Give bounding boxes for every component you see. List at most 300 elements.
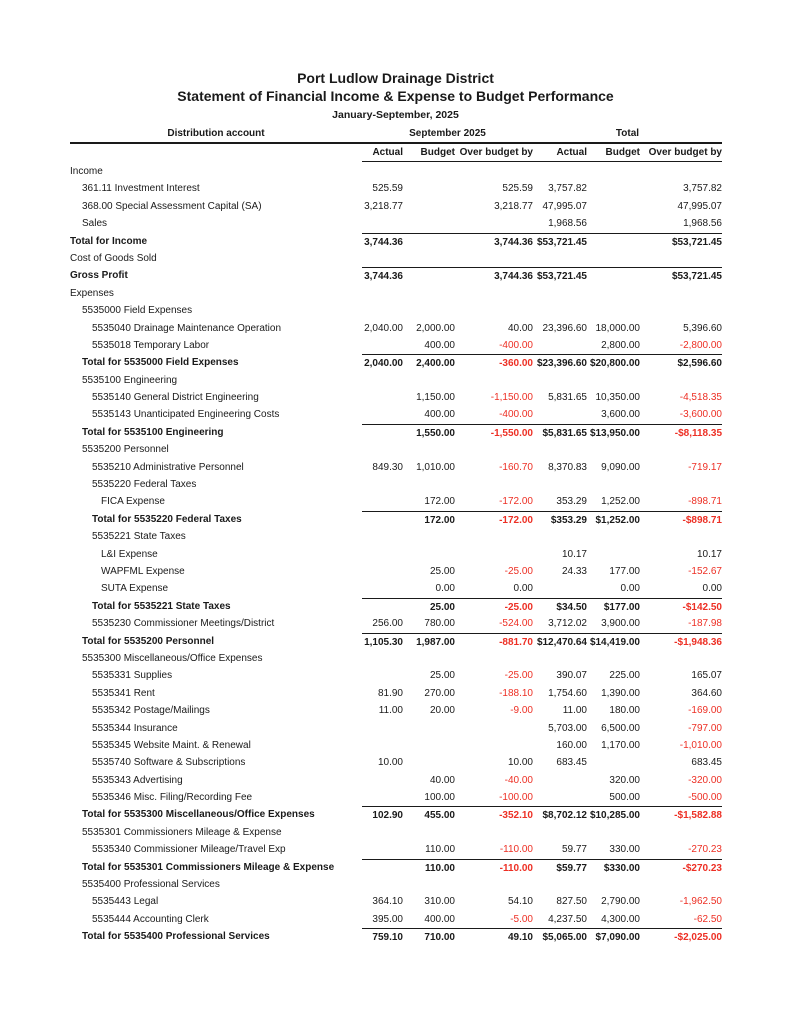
column-header-total-over-budget: Over budget by — [648, 147, 722, 158]
row-value: $5,065.00 — [542, 932, 587, 944]
row-value: 25.00 — [429, 565, 455, 577]
row-value — [533, 163, 587, 180]
row-value: 0.00 — [620, 583, 640, 595]
row-value: -110.00 — [499, 862, 533, 874]
row-value: 18,000.00 — [595, 322, 640, 334]
row-values — [362, 893, 722, 910]
row-value — [455, 215, 533, 232]
row-value: 1,968.56 — [683, 218, 722, 230]
row-value: -187.98 — [688, 618, 722, 630]
row-value — [403, 528, 455, 545]
row-value — [640, 163, 722, 180]
row-value: $12,470.64 — [536, 636, 587, 648]
row-value: 3,757.82 — [548, 183, 587, 195]
row-value — [455, 372, 533, 389]
table-row — [70, 511, 722, 528]
row-value — [403, 163, 455, 180]
row-value — [362, 441, 403, 458]
row-value — [640, 302, 722, 319]
row-value — [533, 772, 587, 789]
row-value — [640, 250, 722, 267]
table-row — [70, 302, 722, 319]
row-value: 2,040.00 — [364, 358, 403, 370]
row-value — [403, 180, 455, 197]
row-values — [362, 633, 722, 650]
row-value — [640, 441, 722, 458]
row-label: Expenses — [70, 287, 114, 299]
row-value: -$2,025.00 — [674, 932, 722, 944]
row-value — [362, 285, 403, 302]
table-row — [70, 180, 722, 197]
row-value — [362, 824, 403, 841]
table-row — [70, 685, 722, 702]
row-value: 5,831.65 — [548, 392, 587, 404]
report-table — [70, 126, 722, 946]
row-value: $1,252.00 — [595, 514, 640, 526]
row-value — [362, 302, 403, 319]
row-value — [403, 215, 455, 232]
row-value: 0.00 — [435, 583, 455, 595]
row-value: 3,744.36 — [364, 236, 403, 248]
table-row — [70, 476, 722, 493]
table-row — [70, 424, 722, 441]
table-row — [70, 772, 722, 789]
row-value: $53,721.45 — [671, 271, 722, 283]
row-values — [362, 806, 722, 823]
row-label: 5535200 Personnel — [82, 444, 169, 456]
row-value — [587, 372, 640, 389]
row-value: -9.00 — [510, 705, 533, 717]
table-row — [70, 789, 722, 806]
table-row — [70, 493, 722, 510]
row-label: 5535220 Federal Taxes — [92, 479, 197, 491]
row-value: 353.29 — [556, 496, 587, 508]
row-value: -$8,118.35 — [674, 427, 722, 439]
row-label: 5535000 Field Expenses — [82, 305, 193, 317]
row-value: 165.07 — [691, 670, 722, 682]
row-value — [403, 302, 455, 319]
row-value — [455, 876, 533, 893]
row-value: $5,831.65 — [542, 427, 587, 439]
row-values — [362, 667, 722, 684]
row-values — [362, 337, 722, 354]
row-value — [455, 302, 533, 319]
row-value — [403, 546, 455, 563]
row-value: -3,600.00 — [679, 409, 722, 421]
row-value — [587, 876, 640, 893]
row-values — [362, 285, 722, 302]
row-label: 5535018 Temporary Labor — [92, 339, 210, 351]
row-value: -40.00 — [504, 774, 533, 786]
row-value: 25.00 — [429, 670, 455, 682]
row-value: 59.77 — [561, 844, 587, 856]
table-row — [70, 563, 722, 580]
row-values — [362, 615, 722, 632]
row-value: 0.00 — [702, 583, 722, 595]
row-value: 2,040.00 — [364, 322, 403, 334]
row-value — [533, 789, 587, 806]
row-value: 5,703.00 — [548, 722, 587, 734]
row-value: 849.30 — [372, 461, 403, 473]
row-value — [362, 580, 403, 597]
table-row — [70, 859, 722, 876]
row-value — [403, 441, 455, 458]
row-value: -$142.50 — [682, 601, 722, 613]
row-value: -169.00 — [688, 705, 722, 717]
row-values — [362, 250, 722, 267]
row-label: 5535140 General District Engineering — [92, 392, 259, 404]
row-value — [533, 824, 587, 841]
row-value — [362, 215, 403, 232]
row-values — [362, 563, 722, 580]
row-value: 500.00 — [609, 792, 640, 804]
row-value — [533, 476, 587, 493]
row-value: 364.60 — [691, 687, 722, 699]
row-label: Total for 5535100 Engineering — [82, 426, 224, 438]
row-value: 102.90 — [372, 810, 403, 822]
row-value — [362, 667, 403, 684]
row-value — [587, 215, 640, 232]
row-label: Total for 5535400 Professional Services — [82, 931, 270, 943]
row-label: Cost of Goods Sold — [70, 252, 157, 264]
row-value: 525.59 — [502, 183, 533, 195]
row-value: 49.10 — [507, 932, 533, 944]
row-value: 2,790.00 — [601, 896, 640, 908]
row-value: 1,390.00 — [601, 687, 640, 699]
row-value: 11.00 — [378, 705, 403, 717]
row-value: 400.00 — [424, 339, 455, 351]
group-header-distribution-account: Distribution account — [167, 128, 265, 139]
table-row — [70, 198, 722, 215]
row-value: -152.67 — [688, 565, 722, 577]
document-title: Port Ludlow Drainage District — [297, 70, 494, 86]
row-value — [587, 650, 640, 667]
row-value: 310.00 — [424, 896, 455, 908]
table-row — [70, 650, 722, 667]
table-row — [70, 354, 722, 371]
table-row — [70, 720, 722, 737]
row-value: $330.00 — [603, 862, 640, 874]
row-value: 100.00 — [424, 792, 455, 804]
row-label: 5535341 Rent — [92, 687, 155, 699]
row-values — [362, 911, 722, 928]
row-value: 0.00 — [513, 583, 533, 595]
row-value — [362, 546, 403, 563]
row-values — [362, 772, 722, 789]
row-value — [362, 372, 403, 389]
row-value: -$1,582.88 — [674, 810, 722, 822]
row-value: -25.00 — [504, 670, 533, 682]
table-row — [70, 406, 722, 423]
row-value — [587, 234, 640, 250]
row-label: Gross Profit — [70, 270, 128, 282]
row-value: 525.59 — [372, 183, 403, 195]
document-period: January-September, 2025 — [332, 109, 459, 121]
row-label: 5535400 Professional Services — [82, 879, 220, 891]
row-value — [533, 580, 587, 597]
table-row — [70, 893, 722, 910]
group-header-row — [70, 126, 722, 144]
row-value — [403, 824, 455, 841]
row-value: -881.70 — [499, 636, 533, 648]
row-value — [403, 650, 455, 667]
row-value: $177.00 — [603, 601, 640, 613]
row-value — [403, 198, 455, 215]
row-value: 364.10 — [372, 896, 403, 908]
row-value — [533, 406, 587, 423]
row-value — [587, 250, 640, 267]
row-label: L&I Expense — [101, 548, 158, 560]
table-row — [70, 215, 722, 232]
row-value: 3,744.36 — [494, 271, 533, 283]
row-value — [640, 650, 722, 667]
row-values — [362, 702, 722, 719]
row-value — [362, 163, 403, 180]
row-value: 2,400.00 — [416, 358, 455, 370]
row-value: 1,105.30 — [364, 636, 403, 648]
row-value: 1,252.00 — [601, 496, 640, 508]
row-value: 256.00 — [372, 618, 403, 630]
row-value — [533, 372, 587, 389]
row-label: Total for 5535200 Personnel — [82, 635, 215, 647]
column-header-total-actual: Actual — [556, 147, 587, 158]
row-value: -4,518.35 — [679, 392, 722, 404]
row-value: 160.00 — [556, 739, 587, 751]
row-value — [587, 754, 640, 771]
row-value — [362, 389, 403, 406]
row-value — [533, 876, 587, 893]
row-label: Total for Income — [70, 235, 148, 247]
row-values — [362, 754, 722, 771]
table-row — [70, 737, 722, 754]
row-value: 10,350.00 — [595, 392, 640, 404]
table-row — [70, 459, 722, 476]
row-values — [362, 789, 722, 806]
row-value — [403, 268, 455, 284]
row-value — [455, 441, 533, 458]
row-label: 5535331 Supplies — [92, 670, 173, 682]
row-value — [362, 493, 403, 510]
row-values — [362, 372, 722, 389]
row-values — [362, 267, 722, 284]
row-values — [362, 302, 722, 319]
row-label: 5535344 Insurance — [92, 722, 178, 734]
table-row — [70, 911, 722, 928]
row-value — [403, 372, 455, 389]
row-value: 330.00 — [609, 844, 640, 856]
row-value — [587, 824, 640, 841]
row-value: 10.17 — [561, 548, 587, 560]
row-values — [362, 546, 722, 563]
table-row — [70, 754, 722, 771]
column-header-sept-over-budget: Over budget by — [459, 147, 533, 158]
row-values — [362, 198, 722, 215]
table-row — [70, 441, 722, 458]
row-label: 5535301 Commissioners Mileage & Expense — [82, 826, 282, 838]
row-value: $20,800.00 — [589, 358, 640, 370]
row-label: 5535444 Accounting Clerk — [92, 913, 209, 925]
row-value: -400.00 — [499, 409, 533, 421]
row-label: 5535443 Legal — [92, 896, 159, 908]
row-values — [362, 650, 722, 667]
row-value: 3,218.77 — [494, 200, 533, 212]
table-row — [70, 250, 722, 267]
row-value: 11.00 — [562, 705, 587, 717]
row-value: 225.00 — [609, 670, 640, 682]
row-value: -172.00 — [499, 496, 533, 508]
row-value — [587, 441, 640, 458]
row-value — [640, 285, 722, 302]
row-value — [455, 546, 533, 563]
row-value — [362, 425, 403, 441]
row-label: Total for 5535221 State Taxes — [92, 600, 231, 612]
row-value: 47,995.07 — [542, 200, 587, 212]
row-label: Total for 5535301 Commissioners Mileage & Expense — [82, 861, 335, 873]
row-value — [362, 860, 403, 876]
row-value — [533, 337, 587, 354]
row-value — [362, 772, 403, 789]
row-value: 1,987.00 — [416, 636, 455, 648]
row-value — [533, 250, 587, 267]
row-value: 10.00 — [507, 757, 533, 769]
row-value: 3,744.36 — [494, 236, 533, 248]
row-value — [587, 528, 640, 545]
row-label: Income — [70, 166, 103, 177]
row-values — [362, 720, 722, 737]
row-label: 368.00 Special Assessment Capital (SA) — [82, 200, 262, 212]
row-value — [533, 302, 587, 319]
row-value: 3,218.77 — [364, 200, 403, 212]
row-value: 683.45 — [691, 757, 722, 769]
row-label: Total for 5535300 Miscellaneous/Office Expenses — [82, 809, 315, 821]
row-values — [362, 859, 722, 876]
row-value: -2,800.00 — [679, 339, 722, 351]
row-values — [362, 493, 722, 510]
row-value: 40.00 — [507, 322, 533, 334]
row-value: -160.70 — [499, 461, 533, 473]
row-value — [533, 441, 587, 458]
row-value — [403, 720, 455, 737]
row-value: 320.00 — [609, 774, 640, 786]
row-values — [362, 389, 722, 406]
row-value: -172.00 — [499, 514, 533, 526]
row-value: 47,995.07 — [677, 200, 722, 212]
table-row — [70, 233, 722, 250]
row-value: -5.00 — [510, 913, 533, 925]
row-value — [403, 754, 455, 771]
row-value: 400.00 — [424, 409, 455, 421]
row-value: -719.17 — [688, 461, 722, 473]
row-label: WAPFML Expense — [101, 565, 185, 577]
row-value — [362, 650, 403, 667]
table-row — [70, 528, 722, 545]
row-value — [587, 198, 640, 215]
row-value: 25.00 — [429, 601, 455, 613]
row-value — [403, 285, 455, 302]
row-value: -188.10 — [499, 687, 533, 699]
row-value: 172.00 — [424, 496, 455, 508]
row-value: 3,712.02 — [548, 618, 587, 630]
row-value — [362, 250, 403, 267]
row-value: 24.33 — [561, 565, 587, 577]
row-value — [455, 528, 533, 545]
row-label: 5535300 Miscellaneous/Office Expenses — [82, 652, 263, 664]
table-row — [70, 320, 722, 337]
column-header-spacer — [70, 144, 362, 162]
column-header-sept-budget: Budget — [420, 147, 455, 158]
row-value: -898.71 — [688, 496, 722, 508]
row-value — [587, 268, 640, 284]
row-value: 4,237.50 — [548, 913, 587, 925]
row-value: 110.00 — [424, 862, 455, 874]
row-value: 177.00 — [609, 565, 640, 577]
row-value: -25.00 — [504, 601, 533, 613]
row-value: 8,370.83 — [548, 461, 587, 473]
row-value: $8,702.12 — [542, 810, 587, 822]
row-value: 81.90 — [377, 687, 403, 699]
table-row — [70, 267, 722, 284]
row-value: -1,010.00 — [679, 739, 722, 751]
table-row — [70, 928, 722, 945]
row-value: 3,744.36 — [364, 271, 403, 283]
row-value: $7,090.00 — [595, 932, 640, 944]
table-row — [70, 615, 722, 632]
row-value: -270.23 — [688, 844, 722, 856]
row-values — [362, 528, 722, 545]
row-label: 5535342 Postage/Mailings — [92, 705, 210, 717]
row-value: 3,600.00 — [601, 409, 640, 421]
row-value: 3,757.82 — [683, 183, 722, 195]
row-label: 5535346 Misc. Filing/Recording Fee — [92, 792, 253, 804]
row-value — [587, 546, 640, 563]
row-value: -1,550.00 — [490, 427, 533, 439]
row-value: 455.00 — [424, 810, 455, 822]
table-row — [70, 633, 722, 650]
row-value — [455, 650, 533, 667]
row-label: 5535143 Unanticipated Engineering Costs — [92, 409, 280, 421]
row-value — [533, 650, 587, 667]
row-value — [362, 528, 403, 545]
row-value: 1,550.00 — [416, 427, 455, 439]
row-value — [455, 285, 533, 302]
row-value: -1,962.50 — [679, 896, 722, 908]
row-value — [362, 599, 403, 615]
row-value — [362, 720, 403, 737]
row-value: 1,010.00 — [416, 461, 455, 473]
row-label: 5535040 Drainage Maintenance Operation — [92, 322, 282, 334]
row-value: $53,721.45 — [671, 236, 722, 248]
row-value: 3,900.00 — [601, 618, 640, 630]
row-values — [362, 163, 722, 180]
row-value: 827.50 — [556, 896, 587, 908]
table-body — [70, 163, 722, 946]
row-value: 40.00 — [429, 774, 455, 786]
row-value: -360.00 — [499, 358, 533, 370]
row-value: 10.00 — [377, 757, 403, 769]
row-value — [455, 824, 533, 841]
row-value — [640, 824, 722, 841]
row-value: 683.45 — [556, 757, 587, 769]
document-subtitle: Statement of Financial Income & Expense to Budget Performance — [177, 88, 614, 104]
column-header-sept-actual: Actual — [372, 147, 403, 158]
row-label: 5535230 Commissioner Meetings/District — [92, 618, 275, 630]
row-value — [403, 250, 455, 267]
column-header-total-budget: Budget — [605, 147, 640, 158]
row-value: $23,396.60 — [536, 358, 587, 370]
table-row — [70, 372, 722, 389]
row-value — [362, 737, 403, 754]
row-value: 2,800.00 — [601, 339, 640, 351]
